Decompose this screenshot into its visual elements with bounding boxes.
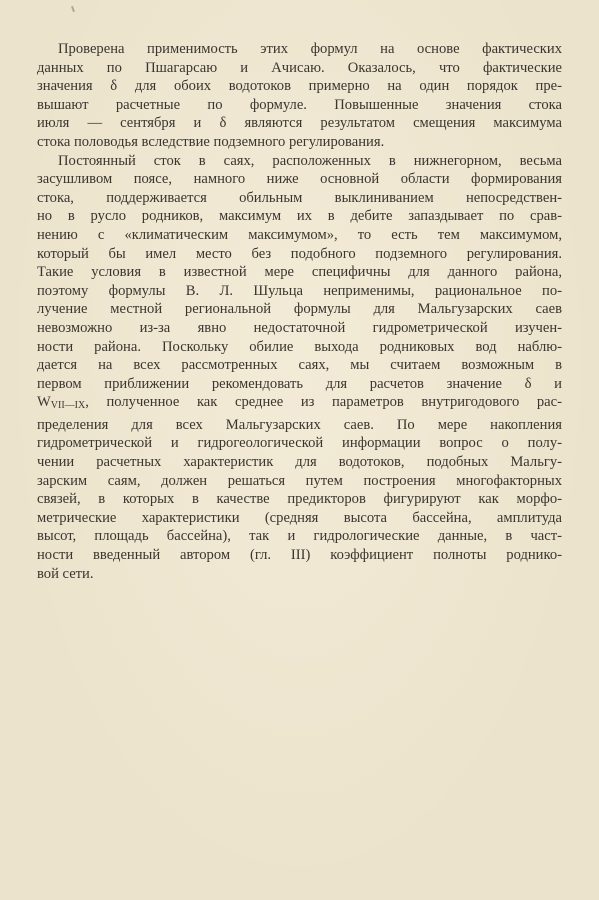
text-line: вой сети.	[37, 565, 94, 582]
w-subscript: VII—IX	[50, 400, 86, 412]
w-symbol: W	[37, 394, 51, 411]
text-line: гидрометрической и гидрогеологической информации вопрос о полу-	[37, 435, 562, 452]
text-line: июля — сентября и δ являются результатом смещения максимума	[37, 115, 562, 132]
paragraph-1	[37, 40, 562, 152]
text-line: пределения для всех Мальгузарских саев. По мере накопления	[37, 416, 562, 433]
paragraph-2	[37, 152, 562, 584]
text-line: поэтому формулы В. Л. Шульца неприменимы, рациональное по-	[37, 282, 562, 299]
text-line: вышают расчетные по формуле. Повышенные значения стока	[37, 96, 562, 113]
text-line: лучение местной региональной формулы для Мальгузарских саев	[37, 301, 562, 318]
text-line: высот, площадь бассейна), так и гидрологические данные, в част-	[37, 528, 562, 545]
text-line: который бы имел место без подобного подземного регулирования.	[37, 245, 562, 262]
text-block	[37, 40, 562, 583]
text-line: но в русло родников, максимум их в дебите запаздывает по срав-	[37, 208, 562, 225]
text-line-with-w-symbol	[37, 393, 562, 416]
text-line: чении расчетных характеристик для водотоков, подобных Мальгу-	[37, 454, 562, 471]
w-line-rest: , полученное как среднее из параметров внутригодового рас-	[85, 394, 562, 411]
text-line: Такие условия в известной мере специфичны для данного района,	[37, 264, 562, 281]
text-line: значения δ для обоих водотоков примерно на один порядок пре-	[37, 78, 562, 95]
text-line: Постоянный сток в саях, расположенных в нижнегорном, весьма	[58, 152, 562, 169]
text-line: нению с «климатическим максимумом», то есть тем максимумом,	[37, 226, 562, 243]
page-mark	[71, 6, 75, 12]
text-line: невозможно из-за явно недостаточной гидрометрической изучен-	[37, 319, 562, 336]
text-line: зарским саям, должен решаться путем построения многофакторных	[37, 472, 562, 489]
text-line: метрические характеристики (средняя высота бассейна, амплитуда	[37, 509, 562, 526]
text-line: стока половодья вследствие подземного регулирования.	[37, 133, 385, 150]
text-line: первом приближении рекомендовать для расчетов значение δ и	[37, 375, 562, 392]
text-line: дается на всех рассмотренных саях, мы считаем возможным в	[37, 357, 562, 374]
text-line: связей, в которых в качестве предикторов фигурируют как морфо-	[37, 491, 562, 508]
text-line: Проверена применимость этих формул на основе фактических	[58, 41, 562, 57]
text-line: ности введенный автором (гл. III) коэффициент полноты роднико-	[37, 547, 562, 564]
text-line: ности района. Поскольку обилие выхода родниковых вод наблю-	[37, 338, 562, 355]
text-line: засушливом поясе, намного ниже основной области формирования	[37, 171, 562, 188]
text-line: данных по Пшагарсаю и Ачисаю. Оказалось, что фактические	[37, 59, 562, 76]
text-line: стока, поддерживается обильным выклиниванием непосредствен-	[37, 189, 562, 206]
